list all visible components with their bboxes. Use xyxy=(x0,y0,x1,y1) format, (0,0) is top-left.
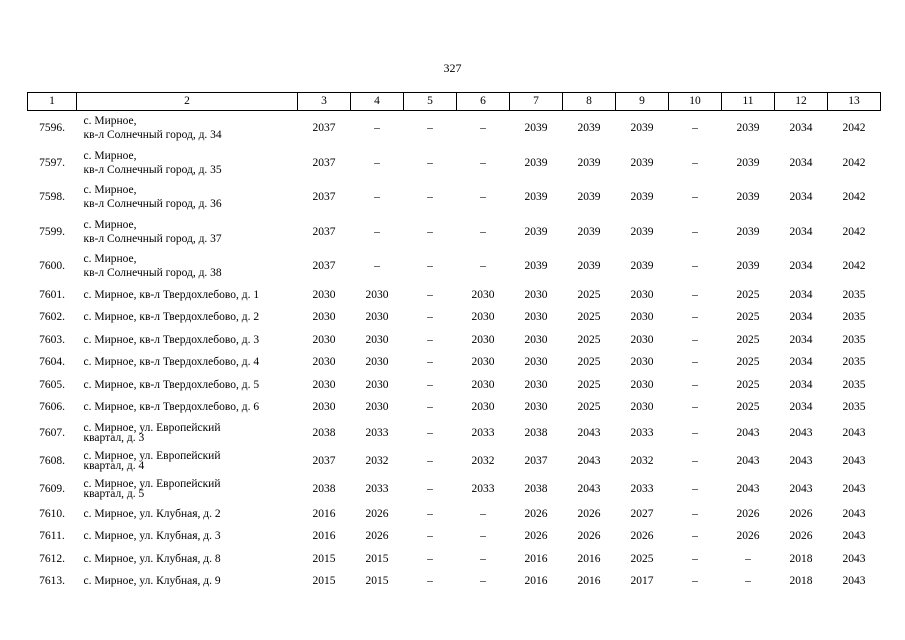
value-cell-col-4: – xyxy=(374,225,380,238)
table-header xyxy=(28,93,881,111)
table-row xyxy=(28,475,881,503)
value-cell-col-6: 2030 xyxy=(471,333,495,346)
address-cell xyxy=(77,548,298,571)
value-cell-col-10: – xyxy=(692,356,698,369)
address-line: с. Мирное, ул. Клубная, д. 8 xyxy=(83,552,221,565)
value-cell-col-7: 2039 xyxy=(524,191,548,204)
row-number: 7607. xyxy=(39,426,65,439)
value-cell-col-3: 2030 xyxy=(312,378,336,391)
value-cell-col-8: 2026 xyxy=(577,507,601,520)
value-cell-col-5: – xyxy=(427,401,433,414)
address-line: с. Мирное, ул. Клубная, д. 3 xyxy=(83,530,221,543)
value-cell-col-8: 2025 xyxy=(577,288,601,301)
value-cell-col-11: 2025 xyxy=(736,401,760,414)
value-cell-col-9: 2027 xyxy=(630,507,654,520)
column-header-8: 8 xyxy=(563,93,616,111)
value-cell-col-7: 2030 xyxy=(524,333,548,346)
value-cell-col-11: 2025 xyxy=(736,288,760,301)
value-cell-col-7: 2016 xyxy=(524,575,548,588)
value-cell-col-5: – xyxy=(427,454,433,467)
address-cell xyxy=(77,215,298,250)
value-cell-col-4: 2026 xyxy=(365,530,389,543)
value-cell-col-4: 2033 xyxy=(365,426,389,439)
address-cell xyxy=(77,475,298,503)
value-cell-col-4: – xyxy=(374,260,380,273)
column-header-4: 4 xyxy=(351,93,404,111)
value-cell-col-3: 2030 xyxy=(312,401,336,414)
value-cell-col-11: 2039 xyxy=(736,225,760,238)
value-cell-col-3: 2015 xyxy=(312,552,336,565)
table-row xyxy=(28,111,881,146)
value-cell-col-7: 2039 xyxy=(524,122,548,135)
column-header-5: 5 xyxy=(404,93,457,111)
value-cell-col-3: 2038 xyxy=(312,482,336,495)
value-cell-col-13: 2043 xyxy=(842,530,866,543)
value-cell-col-11: 2026 xyxy=(736,530,760,543)
value-cell-col-4: 2030 xyxy=(365,378,389,391)
value-cell-col-5: – xyxy=(427,225,433,238)
value-cell-col-6: 2030 xyxy=(471,311,495,324)
value-cell-col-9: 2030 xyxy=(630,311,654,324)
value-cell-col-8: 2043 xyxy=(577,454,601,467)
value-cell-col-10: – xyxy=(692,288,698,301)
value-cell-col-11: 2043 xyxy=(736,482,760,495)
address-cell xyxy=(77,180,298,215)
address-line: кв-л Солнечный город, д. 35 xyxy=(83,163,222,176)
column-header-13: 13 xyxy=(828,93,881,111)
table-row xyxy=(28,306,881,329)
value-cell-col-7: 2016 xyxy=(524,552,548,565)
value-cell-col-9: 2032 xyxy=(630,454,654,467)
value-cell-col-4: 2030 xyxy=(365,401,389,414)
value-cell-col-11: 2025 xyxy=(736,311,760,324)
table-row xyxy=(28,284,881,307)
value-cell-col-4: – xyxy=(374,156,380,169)
address-line: с. Мирное, кв-л Твердохлебово, д. 1 xyxy=(83,288,260,301)
address-line: кв-л Солнечный город, д. 36 xyxy=(83,198,222,211)
value-cell-col-5: – xyxy=(427,426,433,439)
value-cell-col-8: 2026 xyxy=(577,530,601,543)
value-cell-col-13: 2043 xyxy=(842,575,866,588)
address-line: с. Мирное, кв-л Твердохлебово, д. 4 xyxy=(83,356,260,369)
value-cell-col-12: 2034 xyxy=(789,225,813,238)
value-cell-col-8: 2043 xyxy=(577,426,601,439)
data-table xyxy=(27,92,881,593)
value-cell-col-9: 2025 xyxy=(630,552,654,565)
value-cell-col-10: – xyxy=(692,260,698,273)
value-cell-col-8: 2039 xyxy=(577,156,601,169)
address-line: с. Мирное, xyxy=(83,253,137,266)
table-row xyxy=(28,249,881,284)
value-cell-col-3: 2015 xyxy=(312,575,336,588)
value-cell-col-8: 2039 xyxy=(577,122,601,135)
value-cell-col-9: 2026 xyxy=(630,530,654,543)
value-cell-col-5: – xyxy=(427,552,433,565)
value-cell-col-3: 2037 xyxy=(312,156,336,169)
row-number: 7608. xyxy=(39,454,65,467)
row-number: 7609. xyxy=(39,482,65,495)
address-line: с. Мирное, кв-л Твердохлебово, д. 3 xyxy=(83,333,260,346)
value-cell-col-8: 2016 xyxy=(577,552,601,565)
value-cell-col-9: 2030 xyxy=(630,288,654,301)
value-cell-col-4: 2015 xyxy=(365,552,389,565)
value-cell-col-9: 2030 xyxy=(630,333,654,346)
value-cell-col-6: 2033 xyxy=(471,426,495,439)
value-cell-col-7: 2037 xyxy=(524,454,548,467)
value-cell-col-12: 2034 xyxy=(789,191,813,204)
address-line: с. Мирное, кв-л Твердохлебово, д. 6 xyxy=(83,401,260,414)
table-row xyxy=(28,447,881,475)
value-cell-col-9: 2039 xyxy=(630,156,654,169)
row-number: 7612. xyxy=(39,552,65,565)
value-cell-col-13: 2035 xyxy=(842,333,866,346)
address-line: кв-л Солнечный город, д. 37 xyxy=(83,232,222,245)
address-line: с. Мирное, кв-л Твердохлебово, д. 2 xyxy=(83,311,260,324)
value-cell-col-6: – xyxy=(480,225,486,238)
value-cell-col-13: 2043 xyxy=(842,482,866,495)
value-cell-col-10: – xyxy=(692,311,698,324)
value-cell-col-8: 2025 xyxy=(577,378,601,391)
value-cell-col-8: 2025 xyxy=(577,311,601,324)
value-cell-col-6: 2030 xyxy=(471,401,495,414)
value-cell-col-13: 2043 xyxy=(842,507,866,520)
column-header-1: 1 xyxy=(28,93,77,111)
row-number: 7610. xyxy=(39,507,65,520)
address-cell xyxy=(77,351,298,374)
table-row xyxy=(28,329,881,352)
row-number: 7602. xyxy=(39,311,65,324)
address-line: с. Мирное, xyxy=(83,149,137,162)
page-number: 327 xyxy=(443,61,462,75)
value-cell-col-5: – xyxy=(427,122,433,135)
value-cell-col-7: 2030 xyxy=(524,378,548,391)
value-cell-col-4: 2015 xyxy=(365,575,389,588)
value-cell-col-13: 2035 xyxy=(842,288,866,301)
value-cell-col-7: 2039 xyxy=(524,156,548,169)
value-cell-col-7: 2030 xyxy=(524,356,548,369)
value-cell-col-13: 2035 xyxy=(842,401,866,414)
value-cell-col-10: – xyxy=(692,482,698,495)
value-cell-col-3: 2038 xyxy=(312,426,336,439)
value-cell-col-8: 2025 xyxy=(577,356,601,369)
value-cell-col-10: – xyxy=(692,507,698,520)
value-cell-col-5: – xyxy=(427,356,433,369)
row-number: 7611. xyxy=(39,530,65,543)
value-cell-col-11: 2025 xyxy=(736,356,760,369)
value-cell-col-6: – xyxy=(480,507,486,520)
value-cell-col-3: 2037 xyxy=(312,225,336,238)
address-cell xyxy=(77,306,298,329)
value-cell-col-12: 2043 xyxy=(789,426,813,439)
column-header-2: 2 xyxy=(77,93,298,111)
column-header-6: 6 xyxy=(457,93,510,111)
value-cell-col-12: 2034 xyxy=(789,401,813,414)
address-line: с. Мирное, ул. Клубная, д. 9 xyxy=(83,575,221,588)
value-cell-col-11: 2026 xyxy=(736,507,760,520)
value-cell-col-6: 2033 xyxy=(471,482,495,495)
value-cell-col-10: – xyxy=(692,191,698,204)
row-number: 7613. xyxy=(39,575,65,588)
row-number: 7605. xyxy=(39,378,65,391)
value-cell-col-5: – xyxy=(427,311,433,324)
value-cell-col-10: – xyxy=(692,156,698,169)
value-cell-col-4: – xyxy=(374,122,380,135)
value-cell-col-5: – xyxy=(427,333,433,346)
value-cell-col-4: 2030 xyxy=(365,333,389,346)
address-cell xyxy=(77,570,298,593)
value-cell-col-3: 2030 xyxy=(312,333,336,346)
value-cell-col-9: 2017 xyxy=(630,575,654,588)
address-line: с. Мирное, ул. Европейский xyxy=(83,449,221,462)
value-cell-col-12: 2034 xyxy=(789,122,813,135)
value-cell-col-9: 2033 xyxy=(630,482,654,495)
value-cell-col-13: 2042 xyxy=(842,122,866,135)
table-row xyxy=(28,503,881,526)
value-cell-col-13: 2042 xyxy=(842,260,866,273)
row-number: 7603. xyxy=(39,333,65,346)
table-row xyxy=(28,180,881,215)
row-number: 7601. xyxy=(39,288,65,301)
value-cell-col-8: 2039 xyxy=(577,260,601,273)
value-cell-col-13: 2035 xyxy=(842,378,866,391)
value-cell-col-3: 2037 xyxy=(312,454,336,467)
value-cell-col-7: 2030 xyxy=(524,288,548,301)
value-cell-col-11: 2039 xyxy=(736,156,760,169)
value-cell-col-9: 2039 xyxy=(630,191,654,204)
address-line: квартал, д. 4 xyxy=(83,459,145,472)
value-cell-col-9: 2039 xyxy=(630,122,654,135)
value-cell-col-13: 2035 xyxy=(842,356,866,369)
address-cell xyxy=(77,111,298,146)
value-cell-col-3: 2030 xyxy=(312,288,336,301)
value-cell-col-4: 2026 xyxy=(365,507,389,520)
value-cell-col-10: – xyxy=(692,530,698,543)
value-cell-col-13: 2043 xyxy=(842,552,866,565)
value-cell-col-11: 2039 xyxy=(736,260,760,273)
address-cell xyxy=(77,374,298,397)
address-line: квартал, д. 3 xyxy=(83,431,145,444)
column-header-12: 12 xyxy=(775,93,828,111)
address-cell xyxy=(77,525,298,548)
value-cell-col-11: – xyxy=(745,552,751,565)
address-line: с. Мирное, ул. Клубная, д. 2 xyxy=(83,507,221,520)
value-cell-col-6: – xyxy=(480,575,486,588)
value-cell-col-7: 2039 xyxy=(524,260,548,273)
value-cell-col-3: 2037 xyxy=(312,260,336,273)
value-cell-col-8: 2025 xyxy=(577,333,601,346)
value-cell-col-11: 2025 xyxy=(736,333,760,346)
column-header-3: 3 xyxy=(298,93,351,111)
value-cell-col-12: 2034 xyxy=(789,156,813,169)
address-cell xyxy=(77,146,298,181)
address-cell xyxy=(77,329,298,352)
value-cell-col-9: 2033 xyxy=(630,426,654,439)
value-cell-col-4: – xyxy=(374,191,380,204)
value-cell-col-3: 2030 xyxy=(312,356,336,369)
value-cell-col-12: 2026 xyxy=(789,507,813,520)
table-row xyxy=(28,146,881,181)
value-cell-col-11: 2039 xyxy=(736,191,760,204)
table-row xyxy=(28,525,881,548)
value-cell-col-11: 2039 xyxy=(736,122,760,135)
value-cell-col-5: – xyxy=(427,530,433,543)
address-line: с. Мирное, xyxy=(83,184,137,197)
value-cell-col-12: 2018 xyxy=(789,552,813,565)
value-cell-col-10: – xyxy=(692,552,698,565)
column-header-10: 10 xyxy=(669,93,722,111)
value-cell-col-9: 2030 xyxy=(630,378,654,391)
value-cell-col-4: 2030 xyxy=(365,311,389,324)
address-line: с. Мирное, ул. Европейский xyxy=(83,421,221,434)
header-row xyxy=(28,93,881,111)
value-cell-col-9: 2039 xyxy=(630,225,654,238)
address-cell xyxy=(77,249,298,284)
value-cell-col-9: 2039 xyxy=(630,260,654,273)
address-line: кв-л Солнечный город, д. 34 xyxy=(83,129,222,142)
row-number: 7598. xyxy=(39,191,65,204)
value-cell-col-8: 2016 xyxy=(577,575,601,588)
value-cell-col-5: – xyxy=(427,378,433,391)
value-cell-col-6: 2030 xyxy=(471,288,495,301)
value-cell-col-5: – xyxy=(427,260,433,273)
value-cell-col-4: 2030 xyxy=(365,356,389,369)
value-cell-col-6: – xyxy=(480,260,486,273)
value-cell-col-6: – xyxy=(480,156,486,169)
value-cell-col-9: 2030 xyxy=(630,356,654,369)
value-cell-col-7: 2038 xyxy=(524,426,548,439)
value-cell-col-12: 2043 xyxy=(789,482,813,495)
table-row xyxy=(28,215,881,250)
value-cell-col-7: 2030 xyxy=(524,311,548,324)
value-cell-col-8: 2025 xyxy=(577,401,601,414)
address-cell xyxy=(77,503,298,526)
value-cell-col-10: – xyxy=(692,378,698,391)
table-row xyxy=(28,419,881,447)
value-cell-col-3: 2016 xyxy=(312,507,336,520)
value-cell-col-7: 2026 xyxy=(524,507,548,520)
address-cell xyxy=(77,419,298,447)
value-cell-col-5: – xyxy=(427,288,433,301)
row-number: 7596. xyxy=(39,122,65,135)
address-line: с. Мирное, ул. Европейский xyxy=(83,477,221,490)
address-cell xyxy=(77,396,298,419)
value-cell-col-12: 2034 xyxy=(789,288,813,301)
value-cell-col-8: 2039 xyxy=(577,225,601,238)
value-cell-col-10: – xyxy=(692,225,698,238)
value-cell-col-12: 2034 xyxy=(789,356,813,369)
value-cell-col-8: 2043 xyxy=(577,482,601,495)
value-cell-col-6: – xyxy=(480,530,486,543)
address-line: квартал, д. 5 xyxy=(83,487,145,500)
value-cell-col-11: 2043 xyxy=(736,426,760,439)
value-cell-col-5: – xyxy=(427,575,433,588)
value-cell-col-6: – xyxy=(480,552,486,565)
row-number: 7597. xyxy=(39,156,65,169)
row-number: 7599. xyxy=(39,225,65,238)
column-header-11: 11 xyxy=(722,93,775,111)
value-cell-col-7: 2030 xyxy=(524,401,548,414)
value-cell-col-3: 2037 xyxy=(312,122,336,135)
value-cell-col-12: 2026 xyxy=(789,530,813,543)
value-cell-col-3: 2030 xyxy=(312,311,336,324)
row-number: 7600. xyxy=(39,260,65,273)
value-cell-col-10: – xyxy=(692,122,698,135)
value-cell-col-13: 2043 xyxy=(842,454,866,467)
value-cell-col-5: – xyxy=(427,156,433,169)
value-cell-col-13: 2042 xyxy=(842,225,866,238)
table-row xyxy=(28,548,881,571)
value-cell-col-12: 2043 xyxy=(789,454,813,467)
value-cell-col-8: 2039 xyxy=(577,191,601,204)
column-header-9: 9 xyxy=(616,93,669,111)
value-cell-col-13: 2035 xyxy=(842,311,866,324)
value-cell-col-11: 2043 xyxy=(736,454,760,467)
value-cell-col-10: – xyxy=(692,454,698,467)
value-cell-col-12: 2034 xyxy=(789,378,813,391)
value-cell-col-13: 2042 xyxy=(842,156,866,169)
value-cell-col-13: 2043 xyxy=(842,426,866,439)
address-cell xyxy=(77,447,298,475)
value-cell-col-5: – xyxy=(427,507,433,520)
value-cell-col-13: 2042 xyxy=(842,191,866,204)
value-cell-col-7: 2039 xyxy=(524,225,548,238)
value-cell-col-6: 2032 xyxy=(471,454,495,467)
address-line: с. Мирное, xyxy=(83,218,137,231)
value-cell-col-4: 2032 xyxy=(365,454,389,467)
value-cell-col-12: 2034 xyxy=(789,311,813,324)
value-cell-col-12: 2034 xyxy=(789,333,813,346)
table-row xyxy=(28,570,881,593)
address-line: с. Мирное, xyxy=(83,115,137,128)
value-cell-col-11: 2025 xyxy=(736,378,760,391)
value-cell-col-4: 2030 xyxy=(365,288,389,301)
table-row xyxy=(28,374,881,397)
value-cell-col-4: 2033 xyxy=(365,482,389,495)
table-row xyxy=(28,396,881,419)
value-cell-col-5: – xyxy=(427,191,433,204)
row-number: 7606. xyxy=(39,401,65,414)
value-cell-col-5: – xyxy=(427,482,433,495)
row-number: 7604. xyxy=(39,356,65,369)
value-cell-col-11: – xyxy=(745,575,751,588)
table-body xyxy=(28,111,881,593)
column-header-7: 7 xyxy=(510,93,563,111)
value-cell-col-10: – xyxy=(692,333,698,346)
table-row xyxy=(28,351,881,374)
value-cell-col-6: – xyxy=(480,191,486,204)
value-cell-col-7: 2026 xyxy=(524,530,548,543)
value-cell-col-10: – xyxy=(692,401,698,414)
value-cell-col-10: – xyxy=(692,426,698,439)
value-cell-col-3: 2016 xyxy=(312,530,336,543)
value-cell-col-12: 2018 xyxy=(789,575,813,588)
value-cell-col-9: 2030 xyxy=(630,401,654,414)
address-line: кв-л Солнечный город, д. 38 xyxy=(83,267,222,280)
value-cell-col-7: 2038 xyxy=(524,482,548,495)
value-cell-col-6: 2030 xyxy=(471,378,495,391)
value-cell-col-6: – xyxy=(480,122,486,135)
value-cell-col-12: 2034 xyxy=(789,260,813,273)
address-cell xyxy=(77,284,298,307)
address-line: с. Мирное, кв-л Твердохлебово, д. 5 xyxy=(83,378,260,391)
value-cell-col-10: – xyxy=(692,575,698,588)
value-cell-col-3: 2037 xyxy=(312,191,336,204)
value-cell-col-6: 2030 xyxy=(471,356,495,369)
